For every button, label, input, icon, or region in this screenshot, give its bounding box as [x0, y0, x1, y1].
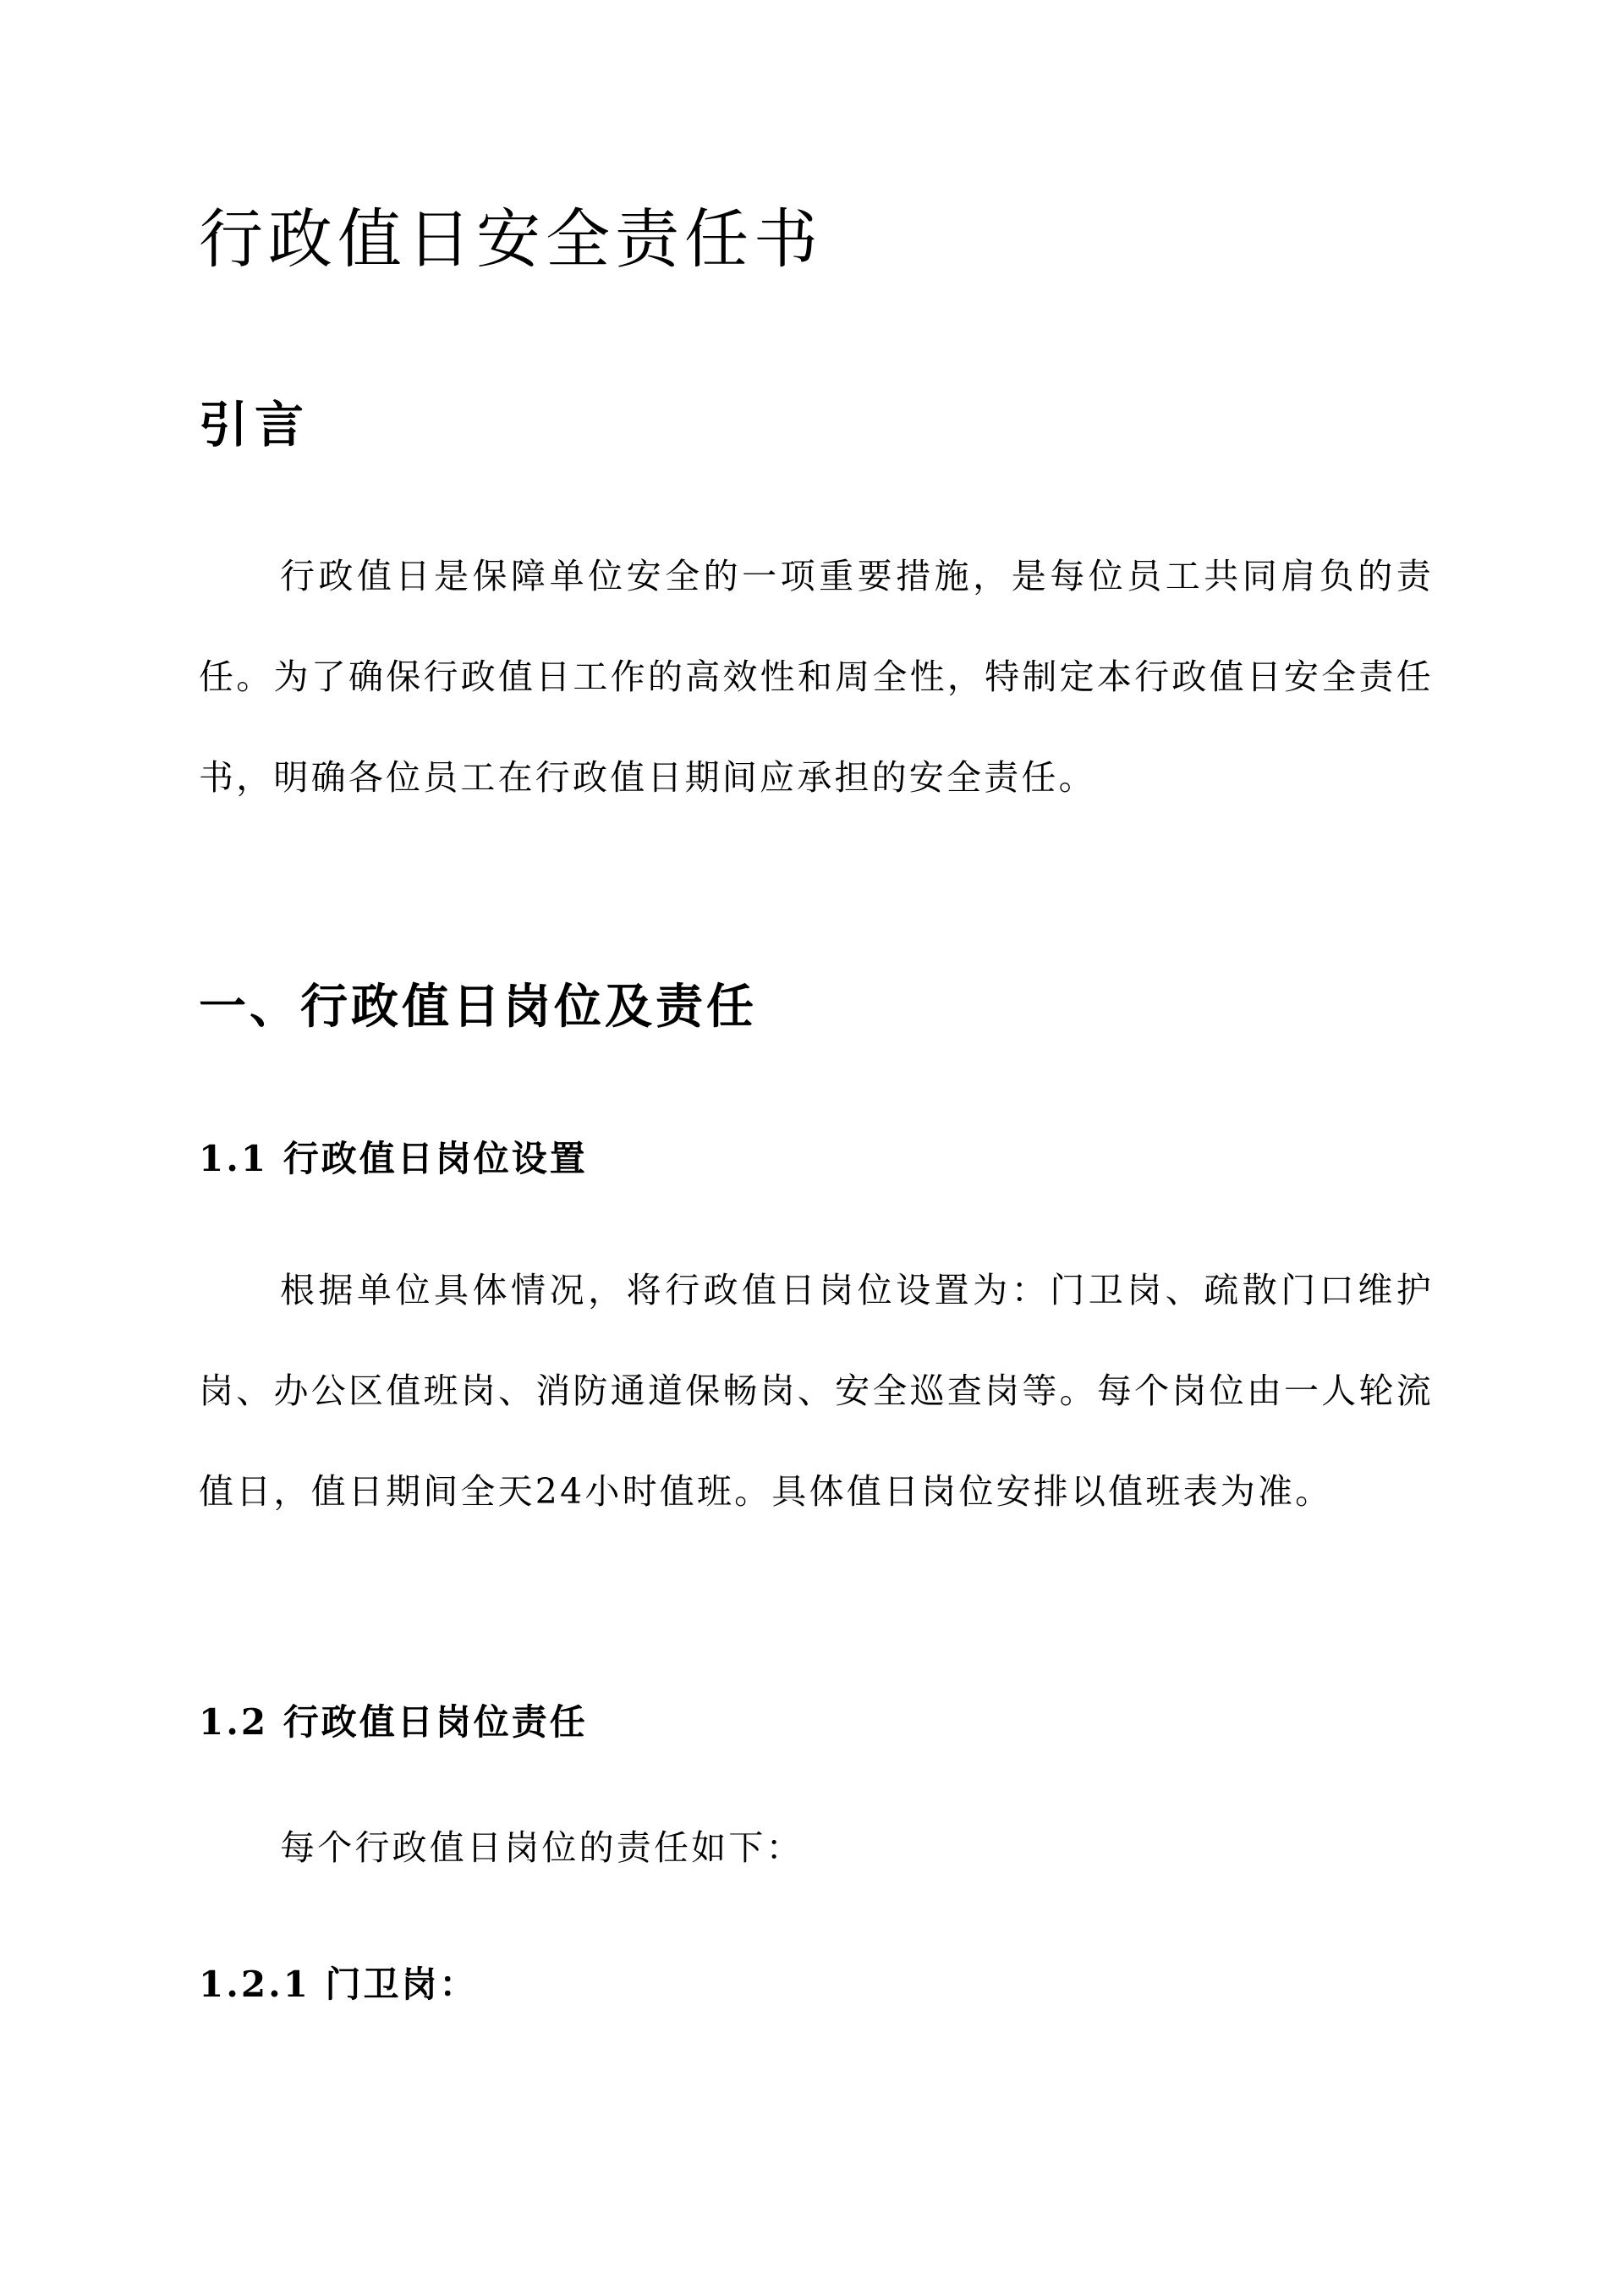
intro-paragraph: 行政值日是保障单位安全的一项重要措施，是每位员工共同肩负的责任。为了确保行政值日工作的高效性和周全性，特制定本行政值日安全责任书，明确各位员工在行政值日期间应承担的安全责任。 [199, 556, 1434, 798]
intro-heading: 引言 [199, 396, 311, 453]
section-1-2-heading: 1.2 行政值日岗位责任 [199, 1701, 588, 1743]
section-1-1-paragraph: 根据单位具体情况，将行政值日岗位设置为：门卫岗、疏散门口维护岗、办公区值班岗、消防通道保畅岗、安全巡查岗等。每个岗位由一人轮流值日，值日期间全天24小时值班。具体值日岗位安排以值班表为准。 [199, 1270, 1434, 1512]
section-1-1-heading: 1.1 行政值日岗位设置 [199, 1138, 588, 1179]
section-1-2-paragraph: 每个行政值日岗位的责任如下： [280, 1827, 804, 1868]
section-1-heading: 一、行政值日岗位及责任 [199, 979, 757, 1035]
section-1-2-1-heading: 1.2.1 门卫岗： [199, 1964, 478, 2005]
document-title: 行政值日安全责任书 [199, 201, 823, 277]
